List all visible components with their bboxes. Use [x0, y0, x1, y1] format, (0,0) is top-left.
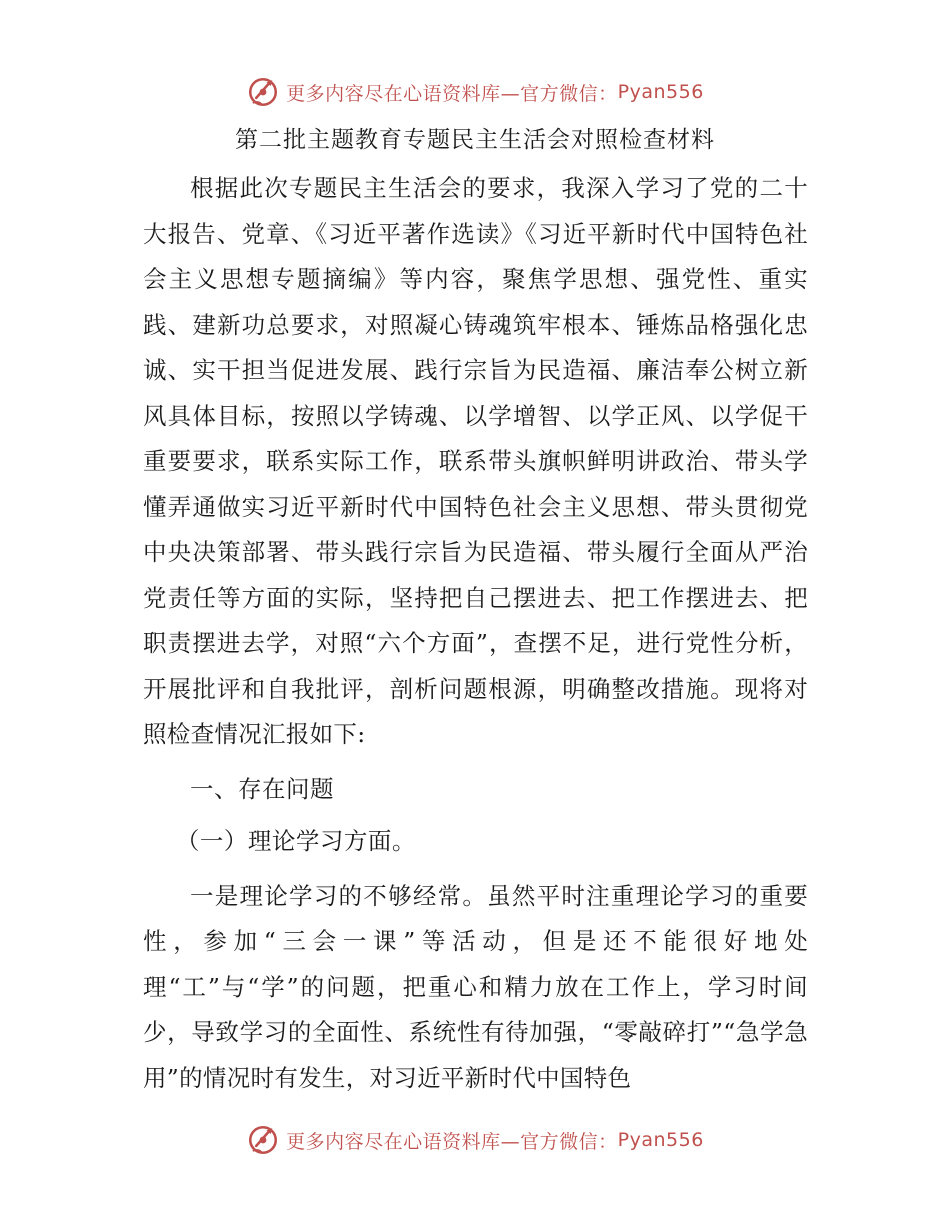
watermark-account: Pyan556 [617, 81, 704, 103]
seal-logo-icon [246, 1123, 280, 1157]
document-title: 第二批主题教育专题民主生活会对照检查材料 [235, 127, 715, 153]
watermark-text: 更多内容尽在心语资料库—官方微信： [286, 82, 618, 105]
section-heading-1: 一、存在问题 [190, 774, 334, 803]
subsection-heading-1: （一）理论学习方面。 [175, 827, 416, 855]
watermark-banner-top [0, 70, 950, 114]
body-paragraph-1: 一是理论学习的不够经常。虽然平时注重理论学习的重要性，参加“三会一课”等活动，但是还不能很好地处理“工”与“学”的问题，把重心和精力放在工作上，学习时间少，导致学习的全面性、系统性有待加强，“零敲碎打”“急学急用”的情况时有发生，对习近平新时代中国特色 [143, 881, 808, 1092]
watermark-text: 更多内容尽在心语资料库—官方微信： [286, 1130, 618, 1153]
watermark-account: Pyan556 [617, 1129, 704, 1151]
watermark-banner-bottom [0, 1118, 950, 1162]
intro-paragraph: 根据此次专题民主生活会的要求，我深入学习了党的二十大报告、党章、《习近平著作选读》《习近平新时代中国特色社会主义思想专题摘编》等内容，聚焦学思想、强党性、重实践、建新功总要求，对照凝心铸魂筑牢根本、锤炼品格强化忠诚、实干担当促进发展、践行宗旨为民造福、廉洁奉公树立新风具体目标，按照以学铸魂、以学增智、以学正风、以学促干重要要求，联系实际工作，联系带头旗帜鲜明讲政治、带头学懂弄通做实习近平新时代中国特色社会主义思想、带头贯彻党中央决策部署、带头践行宗旨为民造福、带头履行全面从严治党责任等方面的实际，坚持把自己摆进去、把工作摆进去、把职责摆进去学，对照“六个方面”，查摆不足，进行党性分析，开展批评和自我批评，剖析问题根源，明确整改措施。现将对照检查情况汇报如下: [143, 174, 808, 748]
seal-logo-icon [246, 75, 280, 109]
document-body [143, 166, 808, 1101]
